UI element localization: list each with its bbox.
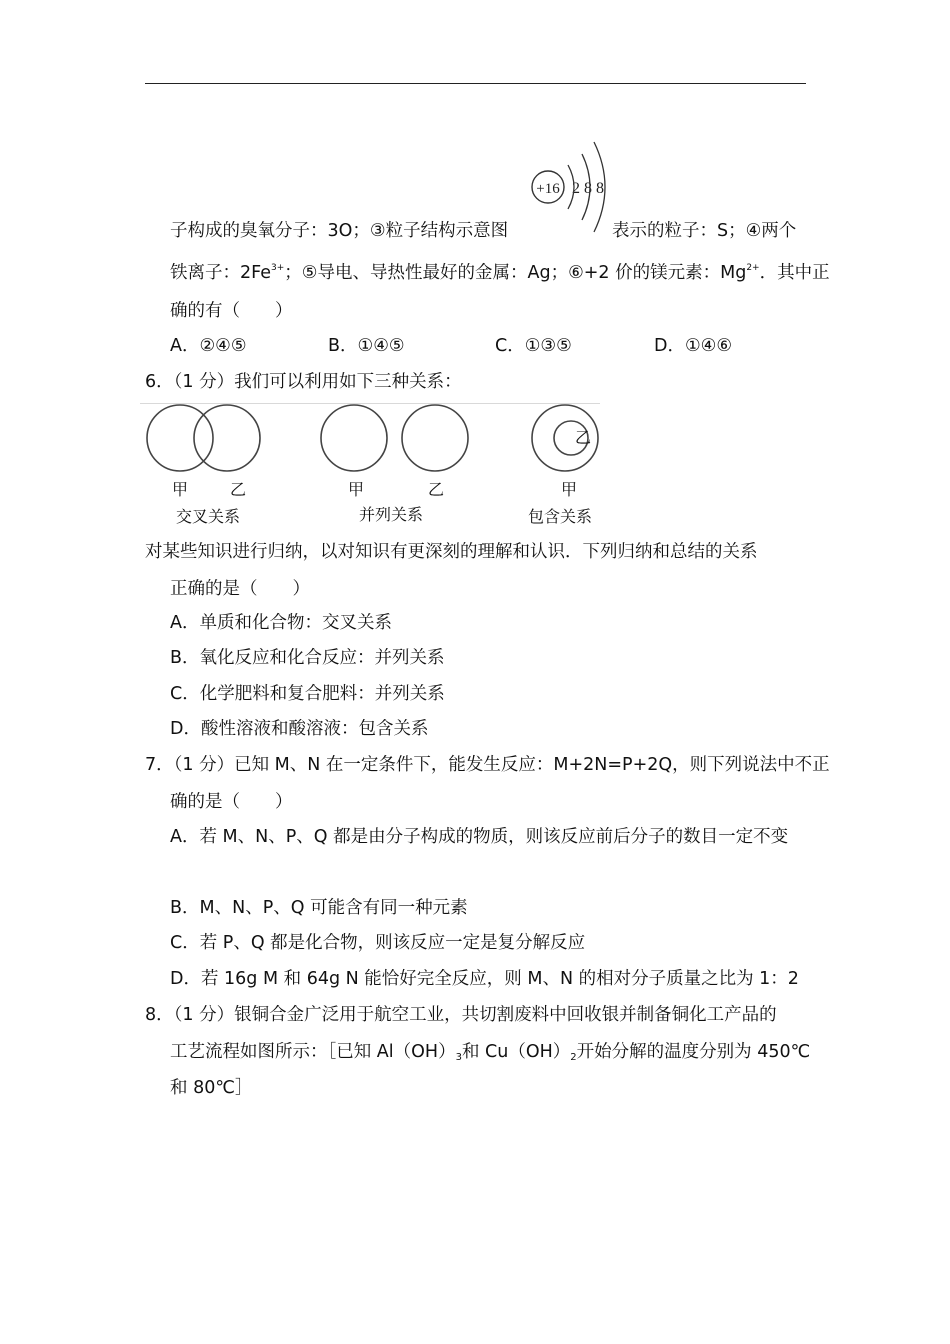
mg-charge: 2+ [746, 263, 760, 273]
q6-option-b[interactable]: B．氧化反应和化合反应：并列关系 [170, 648, 445, 668]
cross-circle-right [194, 405, 260, 471]
q5-line-2a: 铁离子：2Fe [170, 263, 272, 283]
q7-option-c[interactable]: C．若 P、Q 都是化合物，则该反应一定是复分解反应 [170, 933, 586, 953]
q7-stem: 7．（1 分）已知 M、N 在一定条件下，能发生反应：M+2N=P+2Q，则下列说法中不正 [145, 755, 830, 775]
parallel-circle-right [402, 405, 468, 471]
cross-right-label: 乙 [230, 480, 247, 499]
q5-line-1b: 表示的粒子：S；④两个 [612, 221, 797, 241]
contain-caption: 包含关系 [528, 507, 593, 526]
al-oh-subscript: 3 [455, 1052, 462, 1063]
cross-caption: 交叉关系 [176, 507, 241, 526]
q5-option-c[interactable]: C．①③⑤ [495, 336, 572, 356]
contain-inner-label: 乙 [575, 428, 592, 447]
q5-option-d[interactable]: D．①④⑥ [654, 336, 733, 356]
q8-line-3: 和 80℃］ [170, 1078, 253, 1098]
q5-option-b[interactable]: B．①④⑤ [328, 336, 405, 356]
q8-line-2a: 工艺流程如图所示：［已知 Al（OH） [170, 1042, 456, 1062]
parallel-circle-left [321, 405, 387, 471]
q8-line-2c: 开始分解的温度分别为 450℃ [576, 1042, 811, 1062]
q6-option-d[interactable]: D．酸性溶液和酸溶液：包含关系 [170, 719, 429, 739]
q5-line-2b: ；⑤导电、导热性最好的金属：Ag；⑥+2 价的镁元素：Mg [284, 263, 747, 283]
parallel-caption: 并列关系 [359, 505, 424, 524]
q5-line-1a: 子构成的臭氧分子：3O；③粒子结构示意图 [170, 221, 509, 241]
q6-stem: 6．（1 分）我们可以利用如下三种关系： [145, 372, 462, 392]
cu-oh-subscript: 2 [570, 1052, 577, 1063]
q8-line-2b: 和 Cu（OH） [461, 1042, 571, 1062]
q6-body-1: 对某些知识进行归纳，以对知识有更深刻的理解和认识．下列归纳和总结的关系 [145, 542, 758, 562]
q7-stem-2: 确的是（ ） [170, 792, 293, 812]
sulfur-ion-structure-diagram [528, 128, 618, 238]
q7-option-a[interactable]: A．若 M、N、P、Q 都是由分子构成的物质，则该反应前后分子的数目一定不变 [170, 827, 789, 847]
q5-line-3: 确的有（ ） [170, 301, 293, 321]
q5-option-a[interactable]: A．②④⑤ [170, 336, 247, 356]
contain-outer-label: 甲 [561, 480, 578, 499]
electron-counts: 2 8 8 [572, 180, 604, 197]
parallel-right-label: 乙 [428, 480, 445, 499]
fe-charge: 3+ [271, 263, 285, 273]
q7-option-d[interactable]: D．若 16g M 和 64g N 能恰好完全反应，则 M、N 的相对分子质量之比为 1：2 [170, 969, 799, 989]
q8-line-2 [170, 1040, 810, 1064]
q8-stem: 8．（1 分）银铜合金广泛用于航空工业，共切割废料中回收银并制备铜化工产品的 [145, 1005, 777, 1025]
q5-line-2c: ．其中正 [759, 263, 830, 283]
parallel-left-label: 甲 [348, 480, 365, 499]
header-rule [145, 83, 806, 84]
q6-option-c[interactable]: C．化学肥料和复合肥料：并列关系 [170, 684, 445, 704]
nucleus-charge: +16 [536, 181, 560, 197]
q5-line-2 [170, 261, 830, 285]
q6-option-a[interactable]: A．单质和化合物：交叉关系 [170, 613, 392, 633]
q7-option-b[interactable]: B．M、N、P、Q 可能含有同一种元素 [170, 898, 468, 918]
q6-body-2: 正确的是（ ） [170, 579, 310, 599]
cross-left-label: 甲 [172, 480, 189, 499]
